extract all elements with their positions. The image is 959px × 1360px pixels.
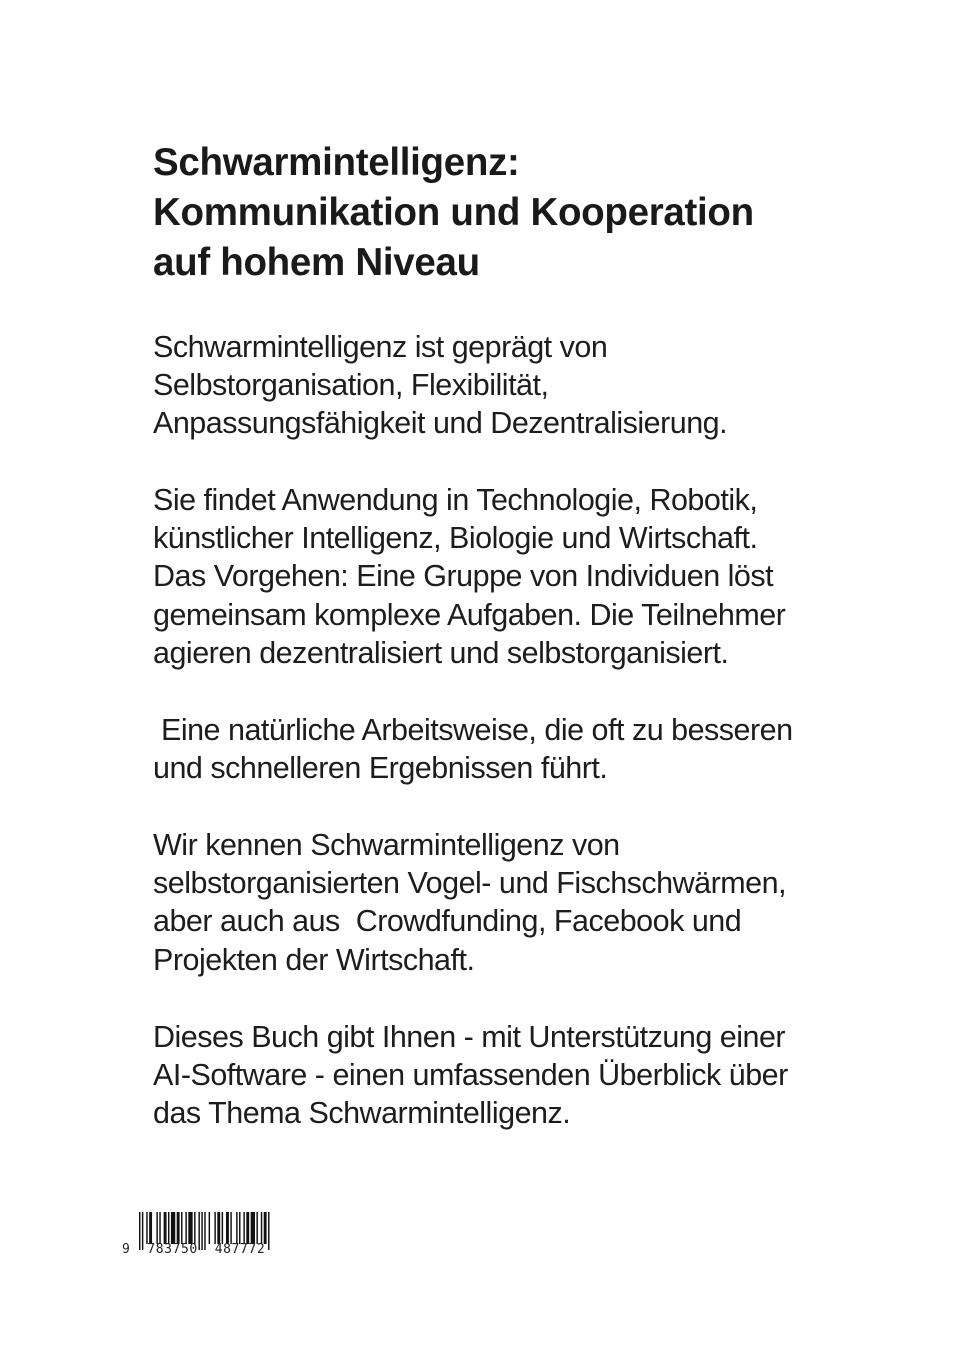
barcode-bar [246,1212,249,1244]
barcode-bar [230,1212,231,1244]
paragraph-applications [153,481,873,672]
barcode-bar [156,1212,157,1244]
text-line: und schnelleren Ergebnissen führt. [153,751,608,786]
barcode-bar [261,1212,262,1244]
barcode-bar [217,1212,220,1244]
barcode-bar [256,1212,257,1244]
text-line: Selbstorganisation, Flexibilität, [153,368,549,403]
paragraph-characteristics [153,328,873,443]
text-line: Wir kennen Schwarmintelligenz von [153,828,620,862]
barcode-bar [222,1212,223,1244]
cover-title [153,138,873,288]
barcode-bar [181,1212,182,1244]
title-line: auf hohem Niveau [153,241,480,284]
barcode-bar [177,1212,180,1244]
title-line: Kommunikation und Kooperation [153,191,754,234]
barcode-bar [149,1212,152,1244]
text-line: aber auch aus Crowdfunding, Facebook und [153,904,742,939]
paragraph-examples [153,826,873,979]
text-line: Projekten der Wirtschaft. [153,942,475,977]
barcode-bar [239,1212,240,1244]
text-line: das Thema Schwarmintelligenz. [153,1096,571,1131]
text-line: selbstorganisierten Vogel- und Fischschwärmen, [153,866,787,901]
text-line: Dieses Buch gibt Ihnen - mit Unterstützung einer [153,1020,786,1054]
barcode-bar [146,1212,147,1244]
barcode-bar [185,1212,186,1244]
text-line: Eine natürliche Arbeitsweise, die oft zu besseren [153,713,793,747]
text-line: agieren dezentralisiert und selbstorganisiert. [153,635,729,670]
paragraph-working-method [153,711,873,787]
isbn-digits: 9 783750 487772 [122,1242,266,1257]
barcode-bar [264,1212,267,1244]
text-line: Anpassungsfähigkeit und Dezentralisierung. [153,406,728,441]
barcode-bar [268,1212,269,1250]
barcode-bar [168,1212,169,1244]
barcode-bar [236,1212,237,1244]
text-line: Das Vorgehen: Eine Gruppe von Individuen löst [153,559,774,594]
barcode-bar [209,1212,210,1244]
barcode-bar [164,1212,167,1244]
barcode-bar [226,1212,229,1244]
barcode-bar [243,1212,244,1244]
barcode-bar [194,1212,195,1244]
barcode-bar [171,1212,175,1244]
text-line: Schwarmintelligenz ist geprägt von [153,330,608,364]
barcode-bar [159,1212,160,1244]
title-line: Schwarmintelligenz: [153,141,520,184]
barcode-bar [251,1212,255,1244]
text-line: künstlicher Intelligenz, Biologie und Wirtschaft. [153,521,758,556]
text-line: Sie findet Anwendung in Technologie, Robotik, [153,483,758,517]
text-line: gemeinsam komplexe Aufgaben. Die Teilnehmer [153,597,786,632]
paragraph-book-summary [153,1018,873,1133]
barcode-bar [188,1212,192,1244]
barcode-bar [214,1212,215,1244]
text-line: AI-Software - einen umfassenden Überblick über [153,1058,788,1093]
